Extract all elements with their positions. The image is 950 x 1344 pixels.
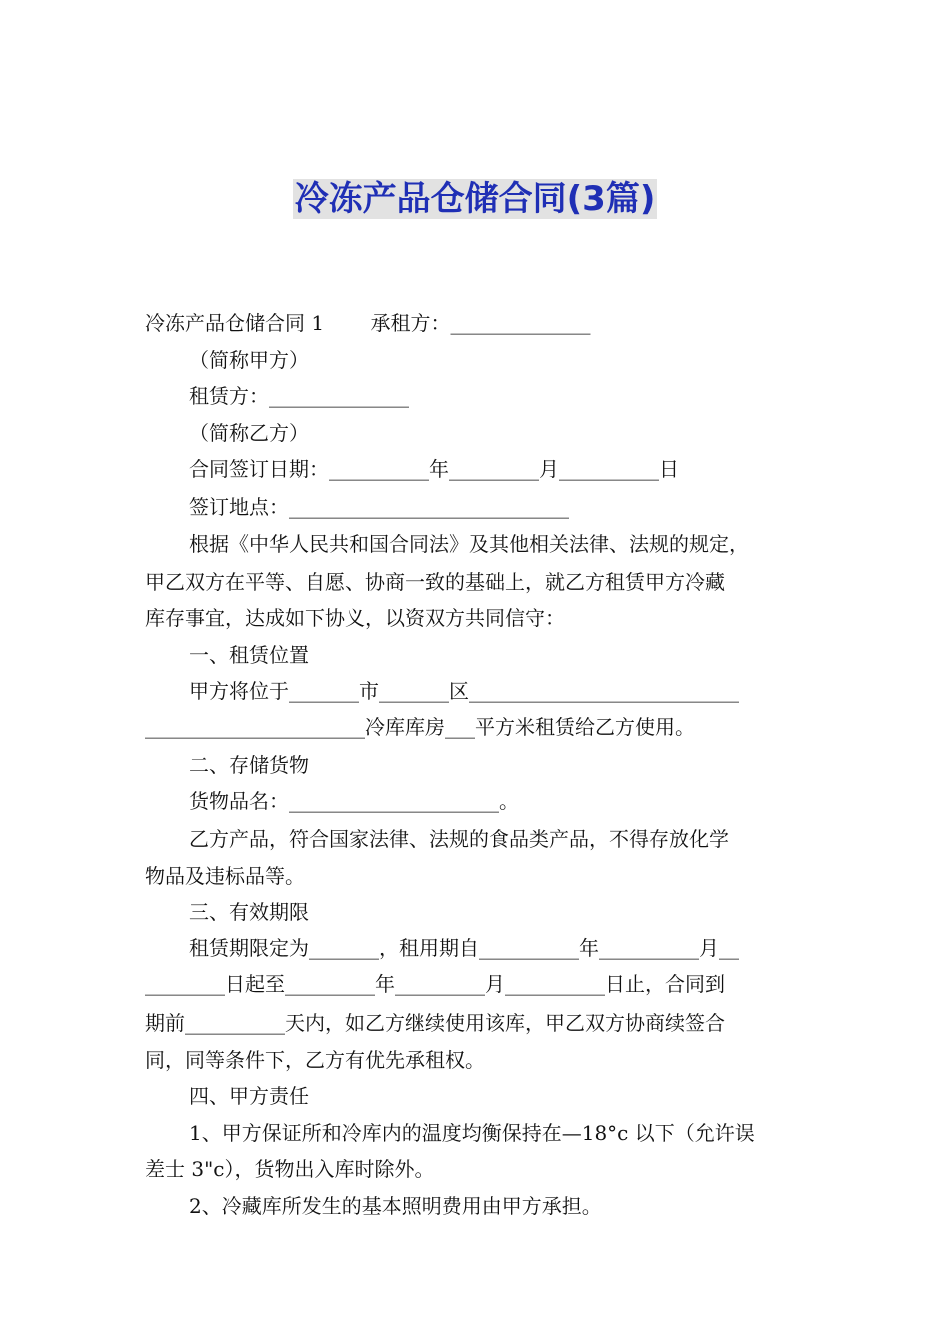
location-line-2: ______________________冷库库房___平方米租赁给乙方使用。: [145, 715, 695, 739]
section-heading-3: 三、有效期限: [189, 900, 309, 924]
term-line-2: ________日起至_________年_________月__________日止，合同到: [145, 972, 725, 996]
section-heading-1: 一、租赁位置: [189, 643, 309, 667]
goods-desc-line-1: 乙方产品，符合国家法律、法规的食品类产品，不得存放化学: [189, 827, 729, 851]
duty-1-line-2: 差士 3"c），货物出入库时除外。: [145, 1157, 435, 1181]
sign-date-line: 合同签订日期：__________年_________月__________日: [189, 457, 679, 481]
party-a-abbr: （简称甲方）: [189, 348, 309, 372]
preamble-line-3: 库存事宜，达成如下协义，以资双方共同信守：: [145, 606, 565, 630]
goods-desc-line-2: 物品及违标品等。: [145, 864, 305, 888]
term-line-1: 租赁期限定为_______，租用期自__________年__________月__: [189, 936, 739, 960]
section-heading-2: 二、存储货物: [189, 753, 309, 777]
term-line-4: 同，同等条件下，乙方有优先承租权。: [145, 1048, 485, 1072]
goods-name-line: 货物品名：_____________________。: [189, 789, 519, 813]
sign-place-line: 签订地点：____________________________: [189, 495, 569, 519]
lessee-line: 租赁方：______________: [189, 384, 409, 408]
document-title: 冷冻产品仓储合同(3篇): [294, 179, 656, 219]
party-b-abbr: （简称乙方）: [189, 421, 309, 445]
term-line-3: 期前__________天内，如乙方继续使用该库，甲乙双方协商续签合: [145, 1011, 725, 1035]
preamble-line-2: 甲乙双方在平等、自愿、协商一致的基础上，就乙方租赁甲方冷藏: [145, 570, 725, 594]
section-heading-4: 四、甲方责任: [189, 1084, 309, 1108]
location-line-1: 甲方将位于_______市_______区___________________________: [189, 679, 739, 703]
duty-2-line: 2、冷藏库所发生的基本照明费用由甲方承担。: [189, 1194, 602, 1218]
duty-1-line-1: 1、甲方保证所和冷库内的温度均衡保持在—18°c 以下（允许误: [189, 1121, 755, 1145]
contract-heading-line: 冷冻产品仓储合同 1 承租方：______________: [145, 311, 591, 335]
preamble-line-1: 根据《中华人民共和国合同法》及其他相关法律、法规的规定，: [189, 532, 749, 556]
